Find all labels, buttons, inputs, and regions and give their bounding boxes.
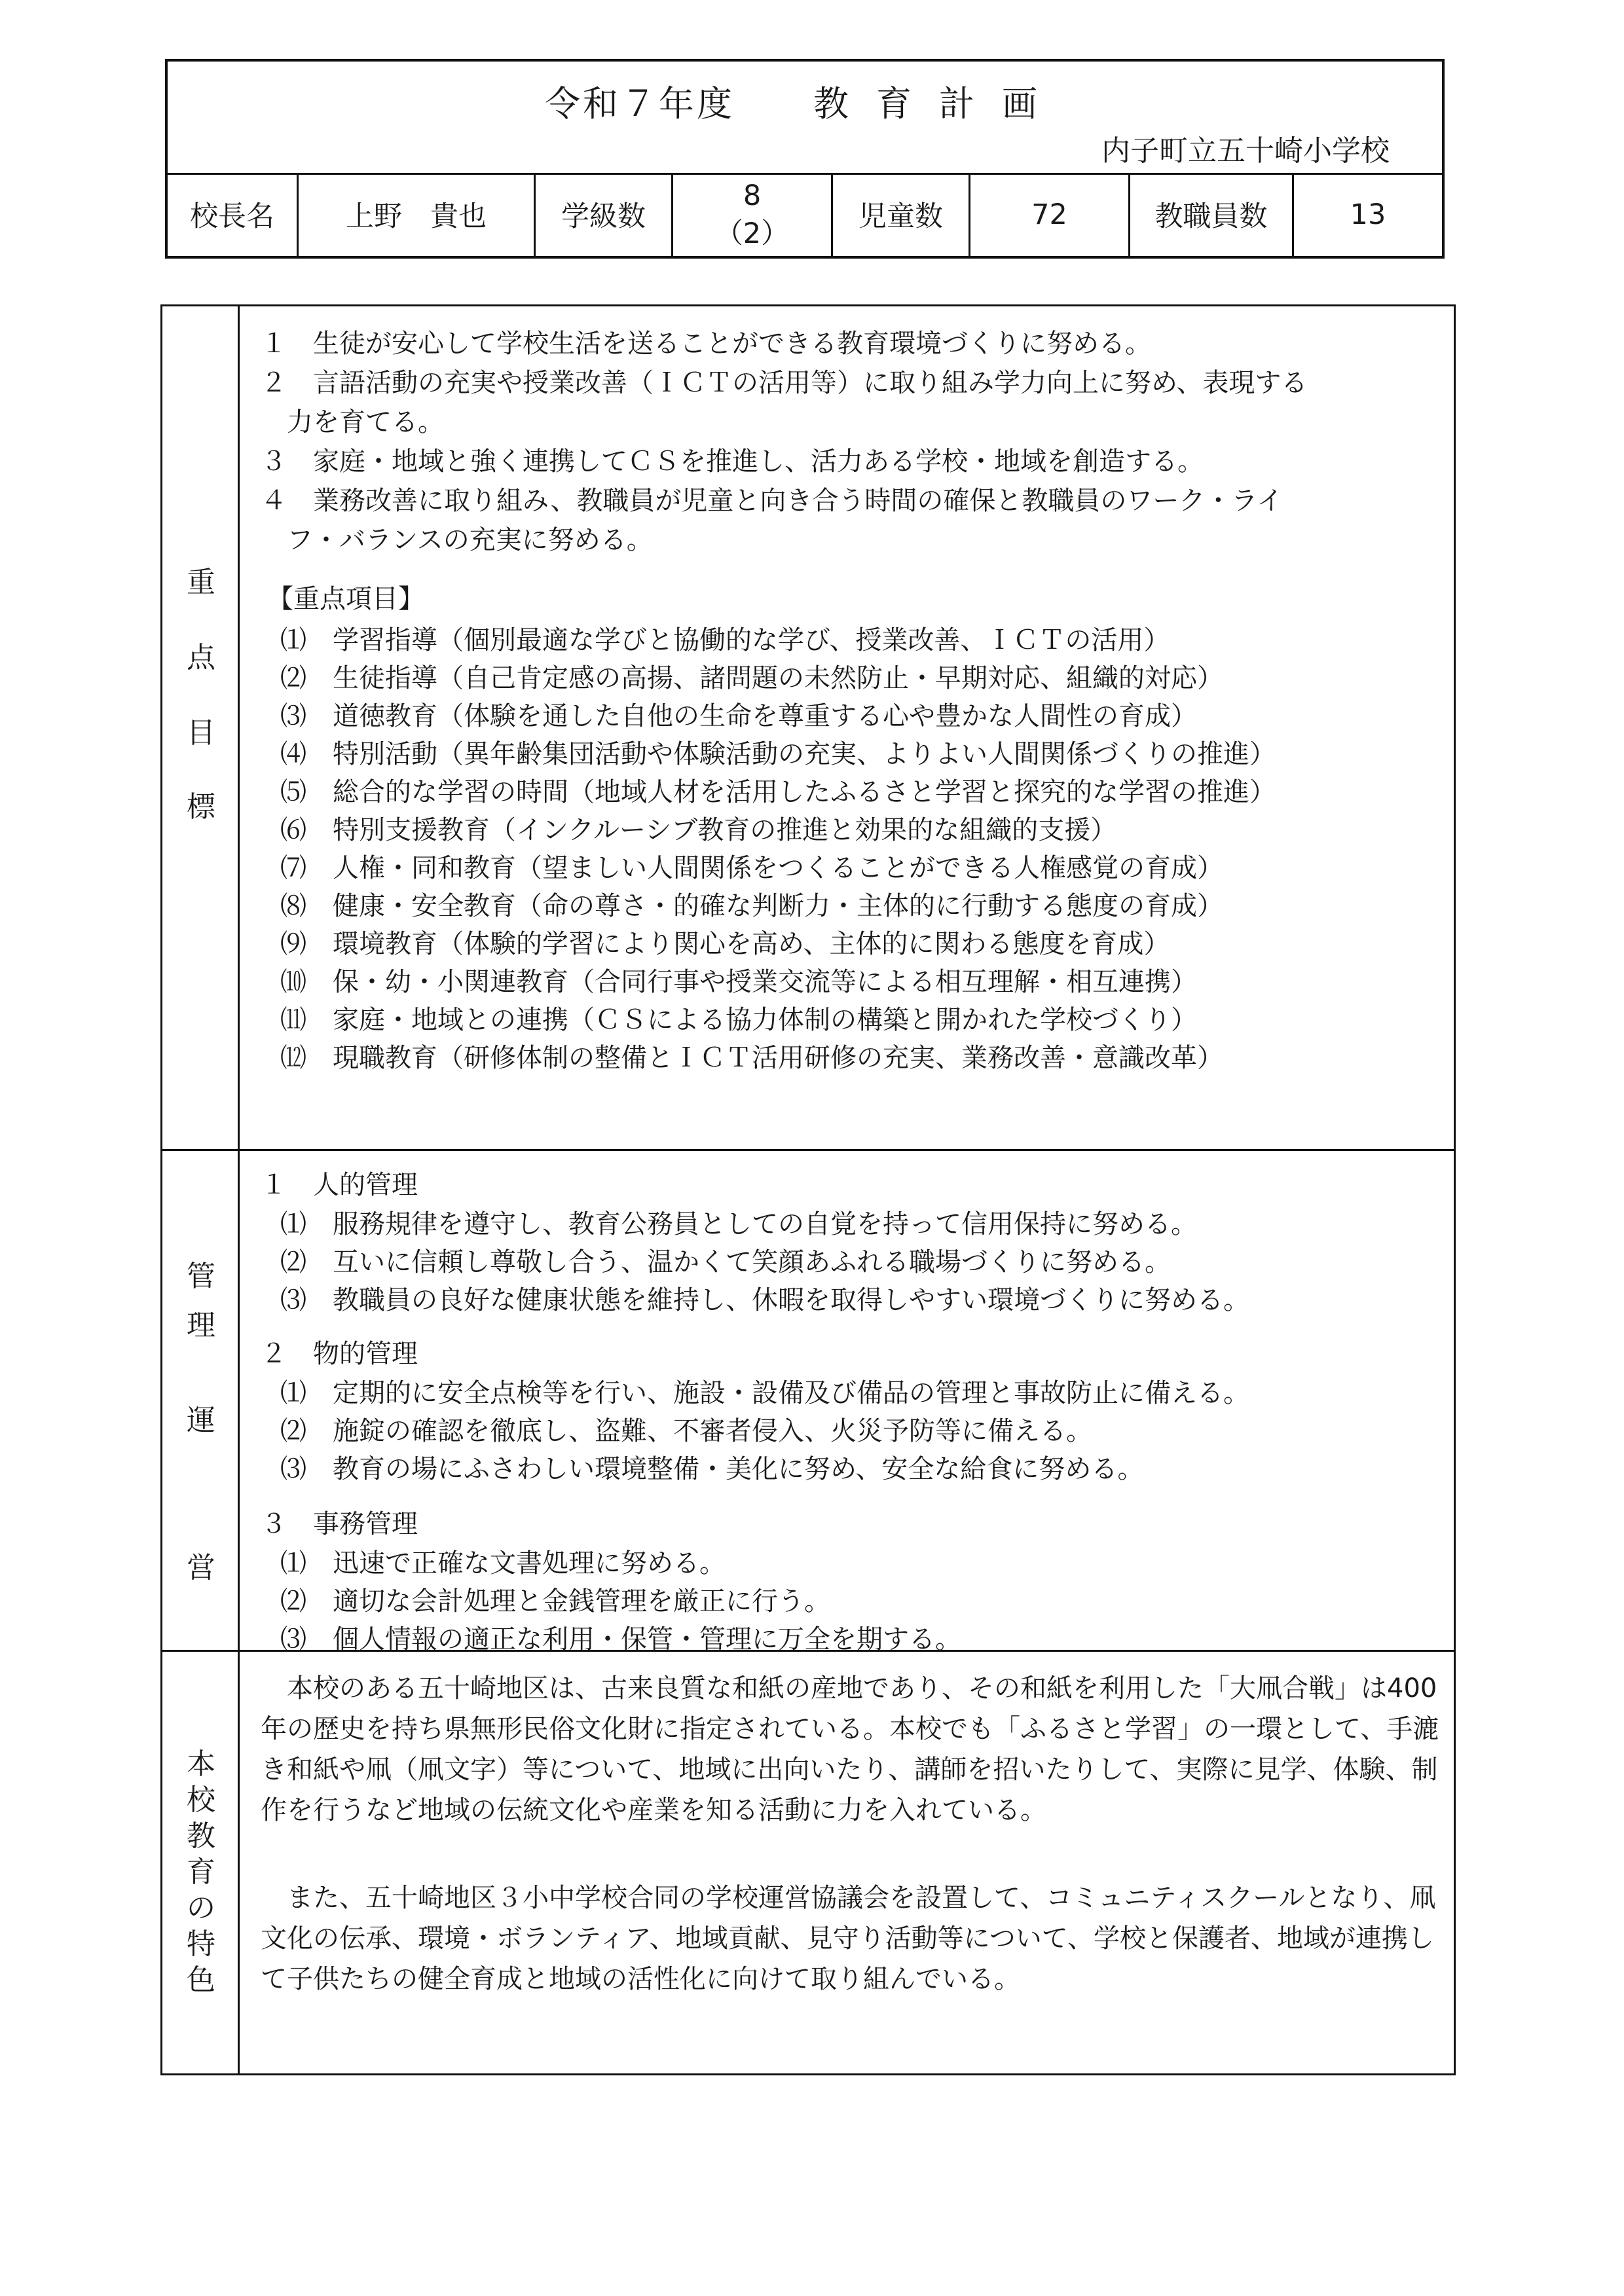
goal-line: ２ 言語活動の充実や授業改善（ＩＣＴの活用等）に取り組み学力向上に努め、表現する	[261, 368, 1308, 398]
focus-item: ⑾ 家庭・地域との連携（ＣＳによる協力体制の構築と開かれた学校づくり）	[280, 1005, 1197, 1035]
focus-item: ⑽ 保・幼・小関連教育（合同行事や授業交流等による相互理解・相互連携）	[280, 967, 1197, 997]
focus-item: ⑷ 特別活動（異年齢集団活動や体験活動の充実、よりよい人間関係づくりの推進）	[280, 739, 1276, 769]
label-goals-1: 重	[187, 566, 215, 599]
label-management-1: 管	[187, 1260, 215, 1293]
label-features-4: 育	[187, 1855, 215, 1889]
principal-name: 上野 貴也	[299, 173, 536, 256]
goal-line: １ 生徒が安心して学校生活を送ることができる教育環境づくりに努める。	[261, 329, 1151, 359]
management-item: ⑵ 施錠の確認を徹底し、盗難、不審者侵入、火災予防等に備える。	[280, 1416, 1092, 1446]
label-goals-4: 標	[187, 790, 215, 824]
focus-heading: 【重点項目】	[267, 584, 424, 614]
management-item: ⑶ 教職員の良好な健康状態を維持し、休暇を取得しやすい環境づくりに努める。	[280, 1285, 1249, 1315]
goal-line: フ・バランスの充実に努める。	[261, 525, 653, 555]
management-item: ⑴ 定期的に安全点検等を行い、施設・設備及び備品の管理と事故防止に備える。	[280, 1378, 1249, 1408]
header-box	[165, 59, 1445, 259]
focus-item: ⑹ 特別支援教育（インクルーシブ教育の推進と効果的な組織的支援）	[280, 815, 1117, 845]
label-features-1: 本	[187, 1747, 215, 1781]
year-label: 令和７年度	[545, 83, 735, 124]
label-management-3: 運	[187, 1404, 215, 1437]
classes-sub: （2）	[714, 217, 790, 250]
goal-line: ３ 家庭・地域と強く連携してＣＳを推進し、活力ある学校・地域を創造する。	[261, 446, 1204, 477]
management-item: ⑵ 適切な会計処理と金銭管理を厳正に行う。	[280, 1586, 830, 1616]
students-label: 児童数	[833, 173, 970, 256]
label-features-7: 色	[187, 1963, 215, 1997]
features-paragraph-2: また、五十崎地区３小中学校合同の学校運営協議会を設置して、コミュニティスクールとなり、凧文化の伝承、環境・ボランティア、地域貢献、見守り活動等について、学校と保護者、地域が連携して子供たちの健全育成と地域の活性化に向けて取り組んでいる。	[261, 1883, 1436, 1994]
management-item: ⑴ 服務規律を遵守し、教育公務員としての自覚を持って信用保持に努める。	[280, 1209, 1197, 1239]
page-title	[168, 76, 1442, 126]
staff-value: 13	[1350, 198, 1386, 231]
management-item: ⑴ 迅速で正確な文書処理に努める。	[280, 1548, 726, 1578]
management-heading: １ 人的管理	[261, 1170, 418, 1200]
header-title-area	[168, 62, 1442, 175]
label-features-5: の	[187, 1891, 215, 1925]
management-item: ⑶ 個人情報の適正な利用・保管・管理に万全を期する。	[280, 1624, 961, 1654]
label-goals-2: 点	[187, 641, 215, 674]
plan-table	[160, 304, 1456, 2075]
management-item: ⑶ 教育の場にふさわしい環境整備・美化に努め、安全な給食に努める。	[280, 1454, 1144, 1484]
plan-title: 教育計画	[813, 83, 1065, 124]
goal-line: 力を育てる。	[261, 407, 444, 437]
management-item: ⑵ 互いに信頼し尊敬し合う、温かくて笑顔あふれる職場づくりに努める。	[280, 1247, 1171, 1277]
focus-item: ⑸ 総合的な学習の時間（地域人材を活用したふるさと学習と探究的な学習の推進）	[280, 777, 1276, 807]
label-features-6: 特	[187, 1927, 215, 1961]
focus-item: ⑼ 環境教育（体験的学習により関心を高め、主体的に関わる態度を育成）	[280, 929, 1170, 959]
focus-item: ⑺ 人権・同和教育（望ましい人間関係をつくることができる人権感覚の育成）	[280, 853, 1223, 883]
management-heading: ３ 事務管理	[261, 1509, 418, 1539]
label-management-2: 理	[187, 1309, 215, 1342]
school-name: 内子町立五十崎小学校	[1101, 134, 1390, 168]
divider-goals-management	[162, 1149, 1454, 1151]
students-value: 72	[970, 173, 1130, 256]
focus-item: ⑿ 現職教育（研修体制の整備とＩＣＴ活用研修の充実、業務改善・意識改革）	[280, 1043, 1223, 1073]
principal-label: 校長名	[168, 173, 299, 256]
classes-value: 8	[743, 179, 762, 212]
label-features-2: 校	[187, 1783, 215, 1817]
label-features-3: 教	[187, 1819, 215, 1853]
classes-cell	[673, 173, 833, 256]
focus-item: ⑶ 道徳教育（体験を通した自他の生命を尊重する心や豊かな人間性の育成）	[280, 701, 1197, 731]
focus-item: ⑻ 健康・安全教育（命の尊さ・的確な判断力・主体的に行動する態度の育成）	[280, 891, 1223, 921]
features-paragraph-1: 本校のある五十崎地区は、古来良質な和紙の産地であり、その和紙を利用した「大凧合戦」は400年の歴史を持ち県無形民俗文化財に指定されている。本校でも「ふるさと学習」の一環として、手漉き和紙や凧（凧文字）等について、地域に出向いたり、講師を招いたりして、実際に見学、体験、制作を行うなど地域の伝統文化や産業を知る活動に力を入れている。	[261, 1673, 1439, 1825]
classes-label: 学級数	[536, 173, 673, 256]
label-goals-3: 目	[187, 716, 215, 750]
management-heading: ２ 物的管理	[261, 1339, 418, 1369]
header-info-row	[168, 173, 1442, 256]
focus-item: ⑴ 学習指導（個別最適な学びと協働的な学び、授業改善、ＩＣＴの活用）	[280, 625, 1170, 655]
staff-label: 教職員数	[1130, 173, 1294, 256]
goal-line: ４ 業務改善に取り組み、教職員が児童と向き合う時間の確保と教職員のワーク・ライ	[261, 486, 1283, 516]
focus-item: ⑵ 生徒指導（自己肯定感の高揚、諸問題の未然防止・早期対応、組織的対応）	[280, 663, 1223, 693]
label-management-4: 営	[187, 1551, 215, 1584]
